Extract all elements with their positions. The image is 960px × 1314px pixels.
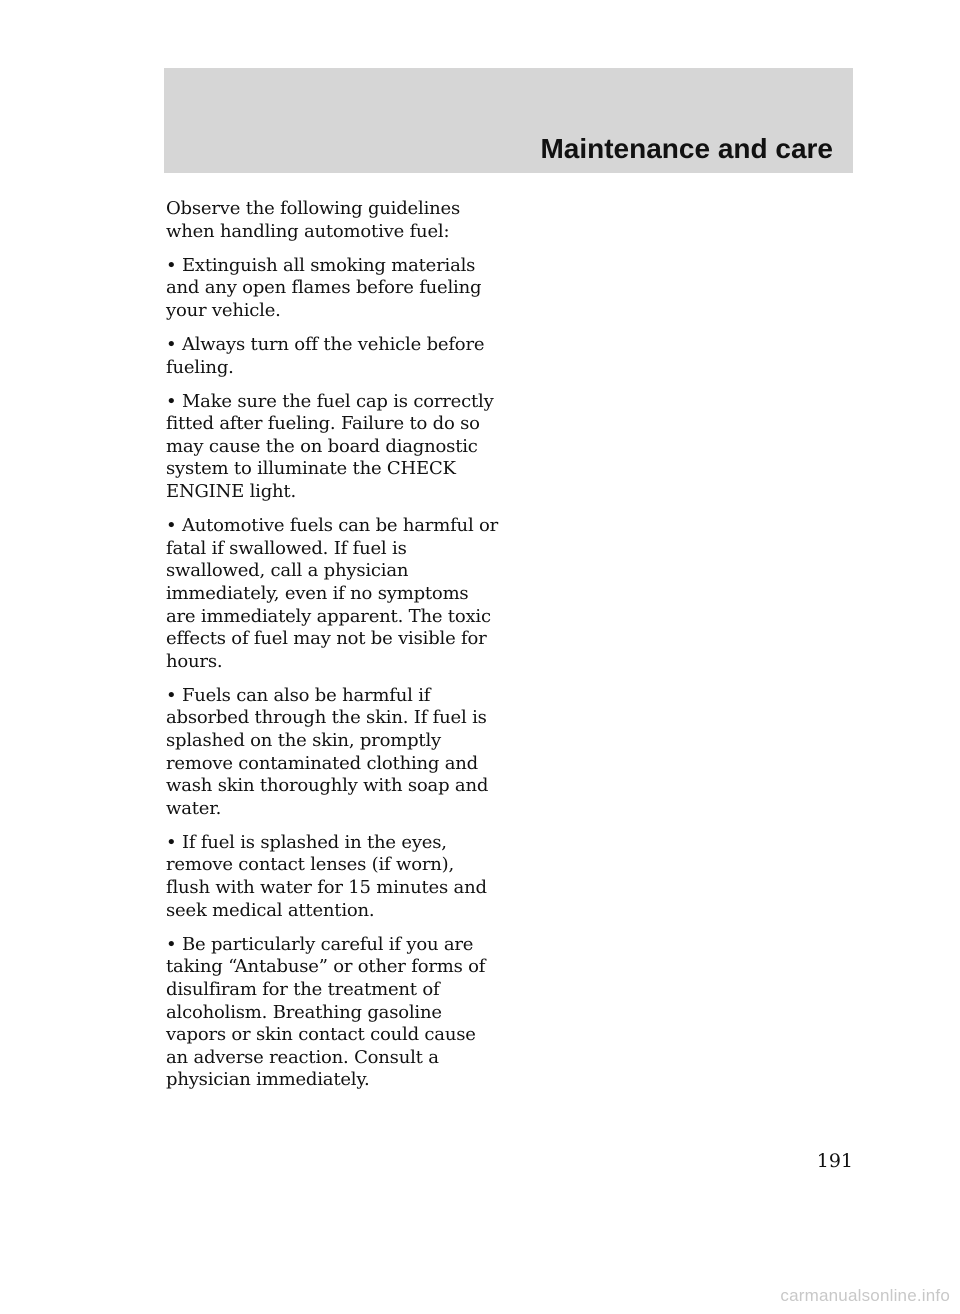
section-header-band	[164, 68, 853, 173]
guideline-eyes: • If fuel is splashed in the eyes, remove contact lenses (if worn), flush with water for 15 minutes and seek medical attention.	[166, 831, 487, 921]
page-number: 191	[816, 1150, 853, 1172]
body-text	[166, 198, 502, 1103]
guideline-swallowed: • Automotive fuels can be harmful or fatal if swallowed. If fuel is swallowed, call a physician immediately, even if no symptoms are immediately apparent. The toxic effects of fuel may not be visible for hours.	[166, 515, 499, 672]
guideline-turn-off-vehicle: • Always turn off the vehicle before fueling.	[166, 333, 485, 378]
guideline-skin-contact: • Fuels can also be harmful if absorbed through the skin. If fuel is splashed on the skin, promptly remove contaminated clothing and wash skin thoroughly with soap and water.	[166, 684, 489, 819]
guideline-antabuse: • Be particularly careful if you are taking “Antabuse” or other forms of disulfiram for the treatment of alcoholism. Breathing gasoline vapors or skin contact could cause an adverse reaction. Consult a physician immediately.	[166, 933, 486, 1091]
guideline-fuel-cap: • Make sure the fuel cap is correctly fitted after fueling. Failure to do so may cause the on board diagnostic system to illuminate the CHECK ENGINE light.	[166, 390, 494, 503]
section-title: Maintenance and care	[540, 133, 833, 164]
intro-paragraph: Observe the following guidelines when handling automotive fuel:	[166, 198, 461, 242]
watermark: carmanualsonline.info	[780, 1286, 950, 1305]
guideline-smoking: • Extinguish all smoking materials and any open flames before fueling your vehicle.	[166, 254, 482, 321]
